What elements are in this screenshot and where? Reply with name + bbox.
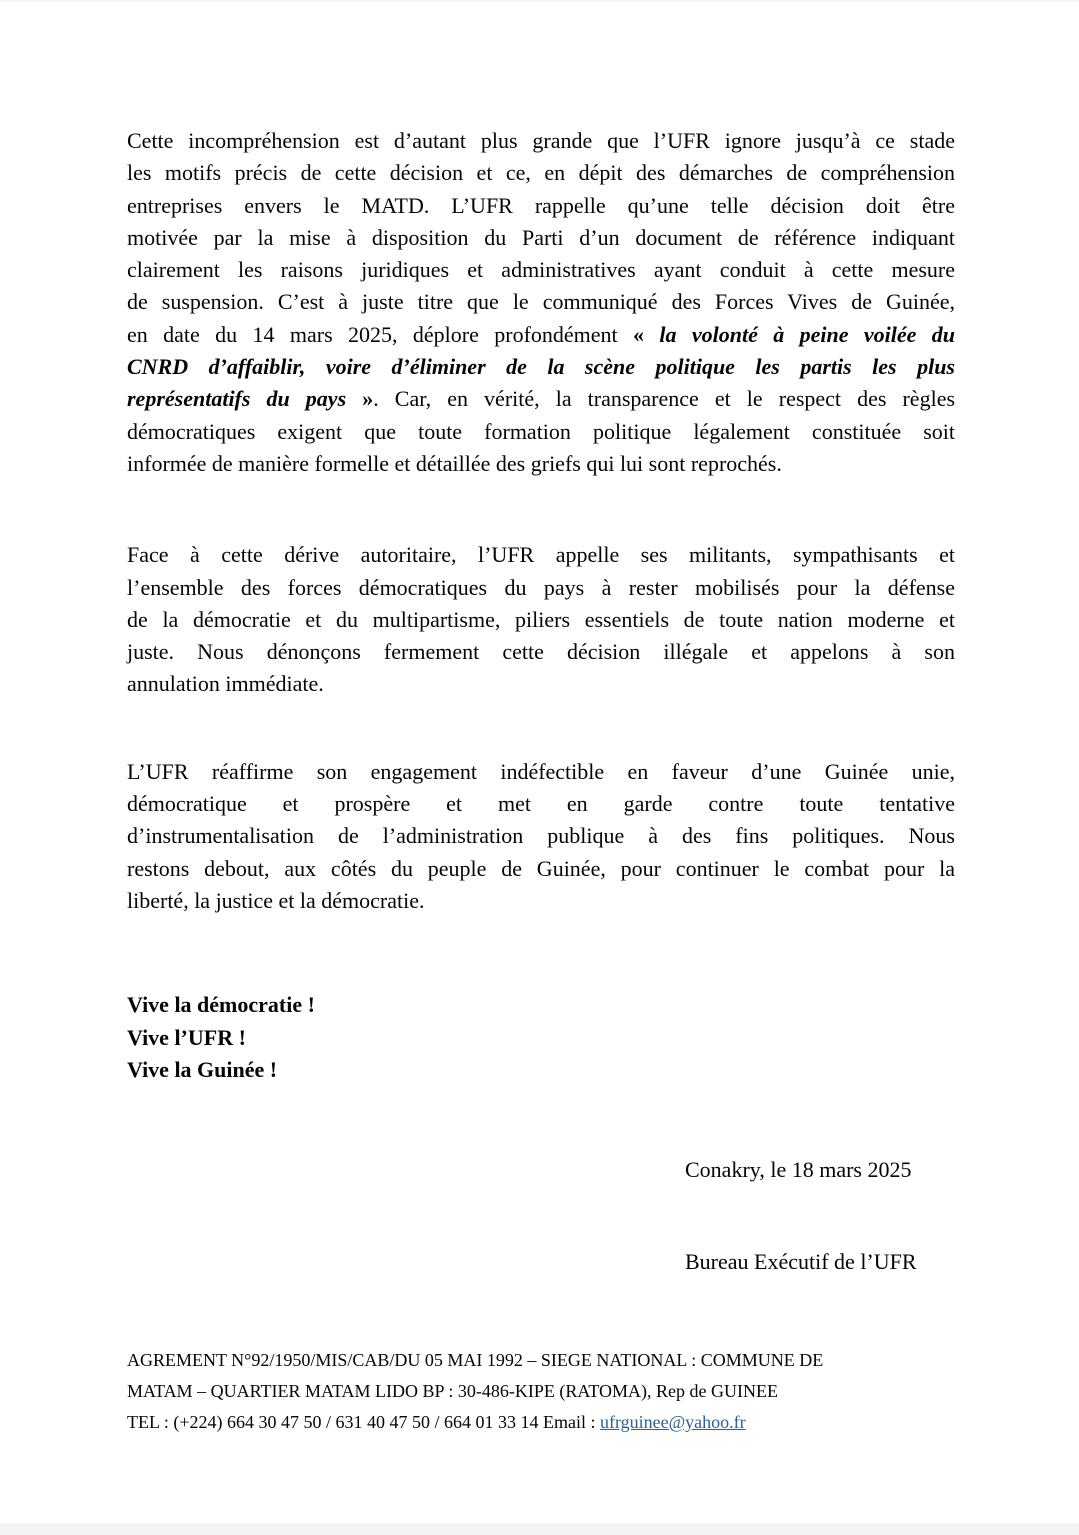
text-line — [127, 756, 955, 788]
text-segment: . Car, en vérité, la transparence et le respect des règles — [373, 386, 956, 412]
text-segment: Vive la Guinée ! — [127, 1056, 278, 1082]
text-segment: les motifs précis de cette décision et ce, en dépit des démarches de compréhension — [127, 160, 955, 186]
text-segment: Face à cette dérive autoritaire, l’UFR appelle ses militants, sympathisants et — [127, 542, 955, 568]
text-segment: L’UFR réaffirme son engagement indéfectible en faveur d’une Guinée unie, — [127, 758, 955, 784]
text-line — [127, 853, 955, 885]
text-segment: annulation immédiate. — [127, 671, 324, 697]
text-line — [127, 319, 955, 351]
text-line — [127, 1407, 955, 1438]
text-line — [127, 604, 955, 636]
text-segment: clairement les raisons juridiques et administratives ayant conduit à cette mesure — [127, 257, 955, 283]
text-segment: MATAM – QUARTIER MATAM LIDO BP : 30-486-KIPE (RATOMA), Rep de GUINEE — [127, 1380, 779, 1401]
text-segment: représentatifs du pays — [127, 386, 347, 412]
text-segment: Vive l’UFR ! — [127, 1024, 246, 1050]
text-segment: démocratique et prospère et met en garde contre toute tentative — [127, 791, 955, 817]
text-line — [127, 572, 955, 604]
text-line — [127, 351, 955, 383]
text-segment: motivée par la mise à disposition du Parti d’un document de référence indiquant — [127, 224, 955, 250]
text-line — [127, 668, 955, 700]
page-bottom-gap — [0, 1523, 1079, 1535]
text-segment: démocratiques exigent que toute formation politique légalement constituée soit — [127, 418, 955, 444]
text-line — [127, 885, 955, 917]
text-line — [127, 383, 955, 415]
text-segment: de suspension. C’est à juste titre que le communiqué des Forces Vives de Guinée, — [127, 289, 955, 315]
text-segment: restons debout, aux côtés du peuple de Guinée, pour continuer le combat pour la — [127, 855, 955, 881]
signature-line: Bureau Exécutif de l’UFR — [685, 1249, 917, 1275]
text-line — [127, 254, 955, 286]
paragraph-commitment — [127, 756, 955, 917]
text-line — [127, 788, 955, 820]
text-line — [127, 125, 955, 157]
text-segment: la volonté à peine voilée du — [659, 321, 956, 347]
email-link[interactable]: ufrguinee@yahoo.fr — [599, 1411, 746, 1432]
paragraph-call-to-mobilization — [127, 539, 955, 700]
footer-letterhead — [127, 1345, 955, 1438]
text-segment: Vive la démocratie ! — [127, 992, 315, 1018]
text-line — [127, 157, 955, 189]
paragraph-suspension-context — [127, 125, 955, 480]
text-segment: CNRD d’affaiblir, voire d’éliminer de la scène politique les partis les plus — [127, 354, 955, 380]
text-segment: TEL : (+224) 664 30 47 50 / 631 40 47 50 / 664 01 33 14 Email : — [127, 1411, 600, 1432]
text-segment: entreprises envers le MATD. L’UFR rappelle qu’une telle décision doit être — [127, 192, 955, 218]
text-line — [127, 416, 955, 448]
text-segment: d’instrumentalisation de l’administration publique à des fins politiques. Nous — [127, 823, 955, 849]
text-line — [127, 539, 955, 571]
text-segment: « — [633, 321, 660, 347]
text-segment: Cette incompréhension est d’autant plus grande que l’UFR ignore jusqu’à ce stade — [127, 128, 955, 153]
text-segment: de la démocratie et du multipartisme, piliers essentiels de toute nation moderne et — [127, 606, 955, 632]
slogan-lines — [127, 989, 955, 1086]
text-segment: » — [346, 386, 374, 412]
text-segment: en date du 14 mars 2025, déplore profondément — [127, 321, 634, 347]
text-segment: juste. Nous dénonçons fermement cette décision illégale et appelons à son — [127, 639, 955, 665]
text-segment: liberté, la justice et la démocratie. — [127, 887, 425, 913]
text-line — [127, 448, 955, 480]
text-line — [127, 190, 955, 222]
text-line — [127, 1054, 955, 1086]
text-line — [127, 1345, 955, 1376]
text-line — [127, 636, 955, 668]
text-line — [127, 1376, 955, 1407]
document-content — [127, 0, 955, 1438]
text-line — [127, 820, 955, 852]
text-segment: AGREMENT N°92/1950/MIS/CAB/DU 05 MAI 1992 – SIEGE NATIONAL : COMMUNE DE — [127, 1349, 824, 1370]
text-line — [127, 1022, 955, 1054]
text-line — [127, 989, 955, 1021]
text-segment: informée de manière formelle et détaillée des griefs qui lui sont reprochés. — [127, 450, 782, 476]
text-segment: l’ensemble des forces démocratiques du pays à rester mobilisés pour la défense — [127, 574, 955, 600]
text-line — [127, 222, 955, 254]
text-line — [127, 286, 955, 318]
dateline: Conakry, le 18 mars 2025 — [685, 1157, 912, 1183]
